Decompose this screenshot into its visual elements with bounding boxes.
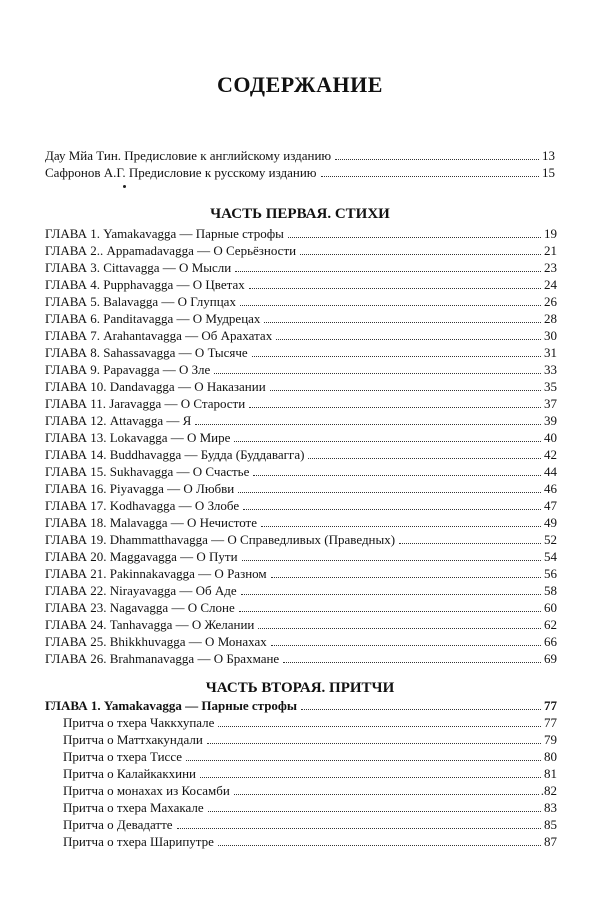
entry-page: 47: [544, 498, 557, 513]
toc-entry[interactable]: [45, 565, 557, 582]
entry-page: 77: [544, 715, 557, 730]
toc-entry[interactable]: [45, 225, 557, 242]
entry-page: 30: [544, 328, 557, 343]
toc-entry[interactable]: [45, 310, 557, 327]
entry-label: ГЛАВА 20. Maggavagga — О Пути: [45, 549, 238, 564]
intro-list: [45, 147, 555, 181]
entry-page: .82: [540, 783, 557, 798]
entry-page: 21: [544, 243, 557, 258]
entry-label: ГЛАВА 19. Dhammatthavagga — О Справедливых (Праведных): [45, 532, 396, 547]
entry-label: ГЛАВА 14. Buddhavagga — Будда (Буддавагга): [45, 447, 305, 462]
entry-page: 77: [544, 698, 557, 713]
dot-leader: [249, 288, 541, 289]
entry-page: 23: [544, 260, 557, 275]
toc-entry[interactable]: [45, 531, 557, 548]
entry-label: Притча о тхера Тиссе: [63, 749, 183, 764]
dot-leader: [258, 628, 541, 629]
dot-leader: [321, 176, 539, 177]
toc-entry[interactable]: [45, 395, 557, 412]
dot-leader: [249, 407, 541, 408]
dot-leader: [243, 509, 541, 510]
toc-entry[interactable]: [45, 327, 557, 344]
dot-leader: [207, 743, 541, 744]
toc-entry[interactable]: [45, 259, 557, 276]
entry-label: ГЛАВА 25. Bhikkhuvagga — О Монахах: [45, 634, 267, 649]
entry-label: ГЛАВА 3. Cittavagga — О Мысли: [45, 260, 232, 275]
dot-leader: [241, 594, 541, 595]
toc-entry[interactable]: [45, 731, 557, 748]
dot-leader: [288, 237, 541, 238]
toc-entry[interactable]: [45, 480, 557, 497]
toc-entry[interactable]: [45, 378, 557, 395]
dot-leader: [200, 777, 541, 778]
entry-label: ГЛАВА 11. Jaravagga — О Старости: [45, 396, 246, 411]
entry-page: 58: [544, 583, 557, 598]
entry-label: Притча о тхера Махакале: [63, 800, 204, 815]
entry-page: 42: [544, 447, 557, 462]
entry-label: ГЛАВА 10. Dandavagga — О Наказании: [45, 379, 266, 394]
toc-entry[interactable]: [45, 599, 557, 616]
entry-label: ГЛАВА 12. Attavagga — Я: [45, 413, 192, 428]
entry-page: 40: [544, 430, 557, 445]
toc-entry[interactable]: [45, 765, 557, 782]
entry-page: 54: [544, 549, 557, 564]
dot-leader: [186, 760, 541, 761]
dot-leader: [195, 424, 541, 425]
entry-page: 28: [544, 311, 557, 326]
entry-label: ГЛАВА 21. Pakinnakavagga — О Разном: [45, 566, 267, 581]
entry-label: ГЛАВА 24. Tanhavagga — О Желании: [45, 617, 255, 632]
entry-page: 60: [544, 600, 557, 615]
dot-leader: [239, 611, 541, 612]
entry-page: 83: [544, 800, 557, 815]
dot-leader: [218, 726, 541, 727]
dot-leader: [264, 322, 541, 323]
toc-entry[interactable]: [45, 446, 557, 463]
entry-label: ГЛАВА 16. Piyavagga — О Любви: [45, 481, 235, 496]
entry-label: ГЛАВА 26. Brahmanavagga — О Брахмане: [45, 651, 280, 666]
entry-label: ГЛАВА 7. Arahantavagga — Об Арахатах: [45, 328, 273, 343]
toc-entry[interactable]: [45, 429, 557, 446]
entry-label: ГЛАВА 8. Sahassavagga — О Тысяче: [45, 345, 248, 360]
dot-leader: [276, 339, 541, 340]
entry-label: ГЛАВА 17. Kodhavagga — О Злобе: [45, 498, 240, 513]
dot-leader: [283, 662, 541, 663]
toc-entry[interactable]: [45, 548, 557, 565]
dot-leader: [234, 794, 539, 795]
entry-page: 15: [542, 165, 555, 180]
dot-leader: [208, 811, 541, 812]
toc-entry[interactable]: [45, 412, 557, 429]
entry-page: 19: [544, 226, 557, 241]
toc-entry[interactable]: [45, 361, 557, 378]
dot-leader: [240, 305, 541, 306]
entry-page: 85: [544, 817, 557, 832]
entry-label: ГЛАВА 22. Nirayavagga — Об Аде: [45, 583, 237, 598]
entry-label: ГЛАВА 15. Sukhavagga — О Счастье: [45, 464, 250, 479]
entry-label: ГЛАВА 1. Yamakavagga — Парные строфы: [45, 226, 284, 241]
toc-entry[interactable]: [45, 748, 557, 765]
stray-dot: [123, 185, 126, 188]
entry-label: Притча о Маттхакундали: [63, 732, 203, 747]
toc-entry[interactable]: [45, 344, 557, 361]
entry-page: 35: [544, 379, 557, 394]
toc-entry[interactable]: [45, 147, 555, 164]
toc-entry[interactable]: [45, 633, 557, 650]
entry-page: 31: [544, 345, 557, 360]
dot-leader: [271, 645, 541, 646]
dot-leader: [271, 577, 541, 578]
entry-label: Притча о Девадатте: [63, 817, 173, 832]
toc-entry[interactable]: [45, 616, 557, 633]
dot-leader: [261, 526, 541, 527]
entry-page: 79: [544, 732, 557, 747]
dot-leader: [252, 356, 541, 357]
toc-entry[interactable]: [45, 463, 557, 480]
dot-leader: [234, 441, 541, 442]
dot-leader: [214, 373, 541, 374]
entry-page: 13: [542, 148, 555, 163]
entry-page: 49: [544, 515, 557, 530]
entry-label: ГЛАВА 18. Malavagga — О Нечистоте: [45, 515, 258, 530]
entry-label: ГЛАВА 1. Yamakavagga — Парные строфы: [45, 698, 298, 713]
entry-label: Дау Мйа Тин. Предисловие к английскому изданию: [45, 148, 332, 163]
toc-entry[interactable]: [45, 799, 557, 816]
toc-entry[interactable]: [45, 582, 557, 599]
entry-page: 56: [544, 566, 557, 581]
entry-page: 80: [544, 749, 557, 764]
dot-leader: [308, 458, 541, 459]
toc-entry[interactable]: [45, 514, 557, 531]
dot-leader: [399, 543, 541, 544]
entry-label: Притча о Калайкакхини: [63, 766, 197, 781]
entry-page: 46: [544, 481, 557, 496]
dot-leader: [301, 709, 541, 710]
dot-leader: [177, 828, 541, 829]
entry-page: 26: [544, 294, 557, 309]
toc-entry[interactable]: [45, 293, 557, 310]
entry-page: 66: [544, 634, 557, 649]
entry-label: Притча о тхера Шарипутре: [63, 834, 214, 849]
dot-leader: [218, 845, 541, 846]
entry-label: ГЛАВА 4. Pupphavagga — О Цветах: [45, 277, 245, 292]
entry-page: 44: [544, 464, 557, 479]
toc-entry[interactable]: [45, 242, 557, 259]
toc-entry[interactable]: [45, 714, 557, 731]
part2-list: [45, 697, 557, 850]
entry-page: 52: [544, 532, 557, 547]
dot-leader: [238, 492, 541, 493]
entry-label: ГЛАВА 6. Panditavagga — О Мудрецах: [45, 311, 261, 326]
toc-entry[interactable]: [45, 497, 557, 514]
entry-page: 33: [544, 362, 557, 377]
entry-label: ГЛАВА 9. Papavagga — О Зле: [45, 362, 211, 377]
entry-page: 62: [544, 617, 557, 632]
entry-page: 39: [544, 413, 557, 428]
toc-entry[interactable]: [45, 816, 557, 833]
entry-label: ГЛАВА 13. Lokavagga — О Мире: [45, 430, 231, 445]
part1-list: [45, 225, 557, 667]
entry-label: Притча о монахах из Косамби: [63, 783, 230, 798]
entry-label: ГЛАВА 2.. Appamadavagga — О Серьёзности: [45, 243, 297, 258]
entry-label: ГЛАВА 5. Balavagga — О Глупцах: [45, 294, 236, 309]
dot-leader: [300, 254, 541, 255]
toc-entry[interactable]: [45, 276, 557, 293]
dot-leader: [335, 159, 539, 160]
entry-page: 87: [544, 834, 557, 849]
dot-leader: [270, 390, 541, 391]
entry-page: 69: [544, 651, 557, 666]
entry-page: 24: [544, 277, 557, 292]
part2-title: ЧАСТЬ ВТОРАЯ. ПРИТЧИ: [205, 680, 395, 696]
dot-leader: [253, 475, 541, 476]
dot-leader: [235, 271, 541, 272]
page-title: СОДЕРЖАНИЕ: [217, 72, 383, 97]
dot-leader: [242, 560, 541, 561]
entry-page: 81: [544, 766, 557, 781]
toc-entry[interactable]: [45, 782, 557, 799]
entry-label: Притча о тхера Чаккхупале: [63, 715, 215, 730]
entry-page: 37: [544, 396, 557, 411]
entry-label: Сафронов А.Г. Предисловие к русскому изданию: [45, 165, 317, 180]
toc-chapter-entry[interactable]: [45, 697, 557, 714]
toc-entry[interactable]: [45, 833, 557, 850]
part1-title: ЧАСТЬ ПЕРВАЯ. СТИХИ: [210, 206, 390, 222]
entry-label: ГЛАВА 23. Nagavagga — О Слоне: [45, 600, 235, 615]
toc-entry[interactable]: [45, 650, 557, 667]
toc-entry[interactable]: [45, 164, 555, 181]
